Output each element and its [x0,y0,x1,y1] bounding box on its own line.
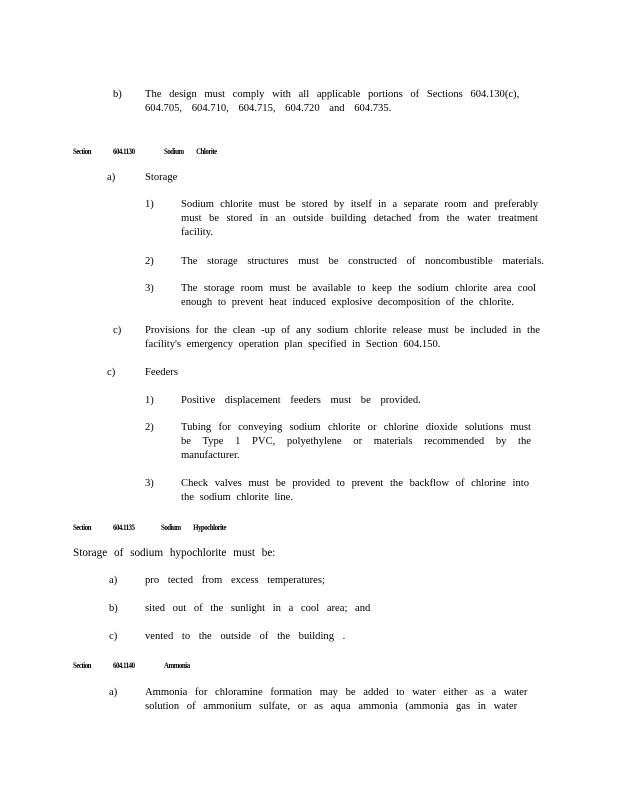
ammonia-line-1: Ammonia for chloramine formation may be added to water either as a water [145,687,528,698]
feeders-item-num: 1) [145,395,154,406]
section-word: Section [73,522,92,532]
section-title: Ammonia [164,660,190,670]
feeders-item-num: 3) [145,478,154,489]
hypochlorite-item-label: b) [109,603,118,614]
hypochlorite-item-label: c) [109,631,118,642]
section-number: 604.1140 [113,660,135,670]
section-title: Sodium Chlorite [164,146,217,156]
ammonia-item-label: a) [109,687,118,698]
storage-item-text: Sodium chlorite must be stored by itself in a separate room and preferably must be stored in an outside building detached from the water treatment facility. [181,199,538,239]
section-title: Sodium Hypochlorite [161,522,226,532]
storage-heading: Storage [145,172,178,183]
feeders-label: c) [107,367,116,378]
feeders-heading: Feeders [145,367,178,378]
intro-line-2: 604.705, 604.710, 604.715, 604.720 and 604.735. [145,103,392,114]
provisions-text: Provisions for the clean -up of any sodium chlorite release must be included in the facility's emergency operation plan specified in Section 604.150. [145,325,540,351]
feeders-item-text: Check valves must be provided to prevent the backflow of chlorine into the sodium chlorite line. [181,478,529,504]
hypochlorite-item-text: sited out of the sunlight in a cool area; and [145,603,371,614]
item-label: b) [113,89,122,100]
storage-item-num: 3) [145,283,154,294]
section-word: Section [73,146,92,156]
storage-item-num: 2) [145,256,154,267]
storage-label: a) [107,172,116,183]
section-word: Section [73,660,92,670]
feeders-item-text: Tubing for conveying sodium chlorite or chlorine dioxide solutions must be Type 1 PVC, polyethylene or materials recommended by the manufacturer. [181,422,531,462]
provisions-label: c) [113,325,122,336]
intro-line-1: The design must comply with all applicable portions of Sections 604.130(c), [145,89,520,100]
storage-item-num: 1) [145,199,154,210]
hypochlorite-item-label: a) [109,575,118,586]
hypochlorite-item-text: pro tected from excess temperatures; [145,575,325,586]
section-number: 604.1130 [113,146,135,156]
feeders-item-num: 2) [145,422,154,433]
hypochlorite-item-text: vented to the outside of the building . [145,631,346,642]
ammonia-line-2: solution of ammonium sulfate, or as aqua ammonia (ammonia gas in water [145,701,518,712]
feeders-item-text: Positive displacement feeders must be provided. [181,395,421,406]
storage-item-text: The storage room must be available to keep the sodium chlorite area cool enough to prevent heat induced explosive decomposition of the chlorite. [181,283,536,309]
storage-item-text: The storage structures must be constructed of noncombustible materials. [181,256,544,267]
hypochlorite-intro: Storage of sodium hypochlorite must be: [73,547,276,559]
section-number: 604.1135 [113,522,135,532]
